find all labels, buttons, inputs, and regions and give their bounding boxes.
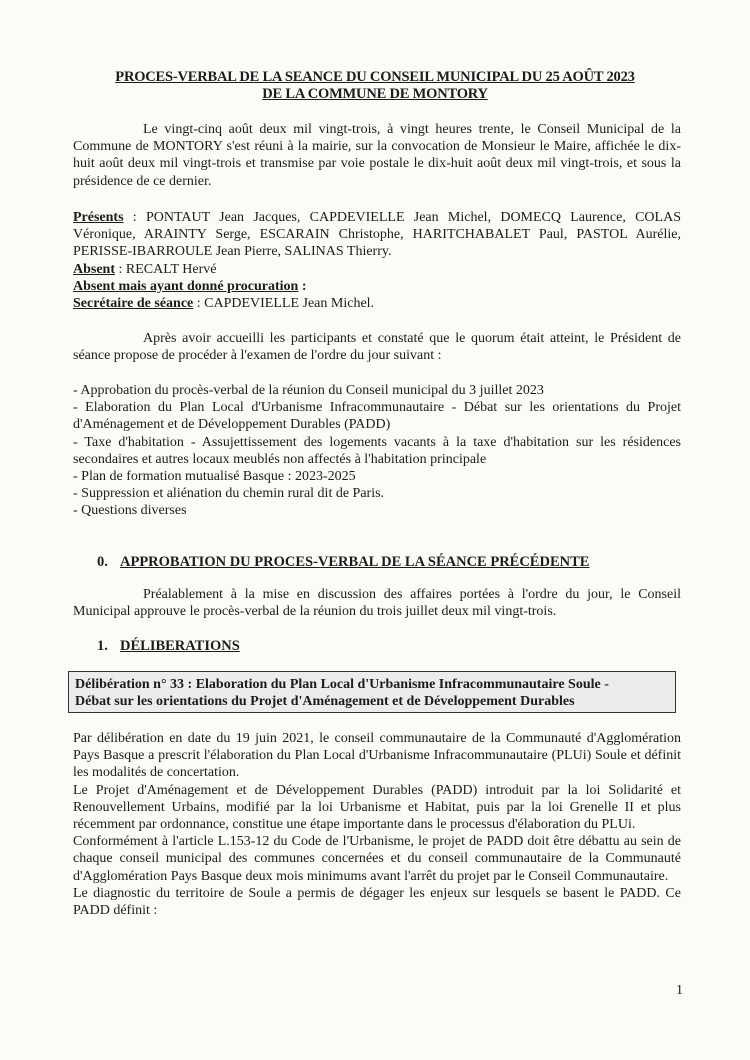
section-1-number: 1. — [97, 638, 108, 654]
page-number: 1 — [676, 983, 683, 998]
deliberation-box — [68, 671, 676, 713]
deliberation-title-line-1: Délibération n° 33 : Elaboration du Plan Local d'Urbanisme Infracommunautaire Soule - — [75, 677, 609, 692]
agenda-item: - Taxe d'habitation - Assujettissement des logements vacants à la taxe d'habitation sur les résidences secondaires et autres locaux meublés non affectés à l'habitation principale — [73, 434, 681, 467]
deliberation-body — [73, 730, 681, 919]
intro-paragraph: Le vingt-cinq août deux mil vingt-trois, à vingt heures trente, le Conseil Municipal de la Commune de MONTORY s'est réuni à la mairie, sur la convocation de Monsieur le Maire, affichée le dix-huit août deux mil vingt-trois et transmise par voie postale le dix-huit août deux mil vingt-trois, et sous la présidence de ce dernier. — [73, 122, 681, 189]
absent-entry — [73, 261, 681, 278]
document-title — [0, 69, 750, 103]
section-0-number: 0. — [97, 554, 108, 570]
title-line-1: PROCES-VERBAL DE LA SEANCE DU CONSEIL MUNICIPAL DU 25 AOÛT 2023 — [115, 69, 635, 85]
section-0-title: APPROBATION DU PROCES-VERBAL DE LA SÉANCE PRÉCÉDENTE — [120, 554, 590, 570]
section-0-text: Préalablement à la mise en discussion des affaires portées à l'ordre du jour, le Conseil Municipal approuve le procès-verbal de la réunion du trois juillet deux mil vingt-trois. — [73, 587, 681, 620]
presents-label: Présents — [73, 210, 124, 225]
attendance-block — [73, 209, 681, 312]
agenda-intro: Après avoir accueilli les participants et constaté que le quorum était atteint, le Président de séance propose de procéder à l'examen de l'ordre du jour suivant : — [73, 331, 681, 364]
deliberation-title-line-2: Débat sur les orientations du Projet d'Aménagement et de Développement Durables — [75, 694, 575, 709]
procuration-label: Absent mais ayant donné procuration — [73, 278, 299, 294]
agenda-item: - Plan de formation mutualisé Basque : 2023-2025 — [73, 469, 356, 485]
title-line-2: DE LA COMMUNE DE MONTORY — [262, 86, 488, 102]
procuration-value: : — [298, 278, 307, 294]
body-paragraph: Le diagnostic du territoire de Soule a permis de dégager les enjeux sur lesquels se basent le PADD. Ce PADD définit : — [73, 885, 681, 919]
agenda-list — [73, 382, 681, 520]
section-1-title: DÉLIBERATIONS — [120, 638, 240, 654]
presents-value: : PONTAUT Jean Jacques, CAPDEVIELLE Jean Michel, DOMECQ Laurence, COLAS Véronique, ARAINTY Serge, ESCARAIN Christophe, HARITCHABALET Paul, PASTOL Aurélie, PERISSE-IBARROULE Jean Pierre, SALINAS Thierry. — [73, 210, 681, 260]
secretaire-label: Secrétaire de séance — [73, 296, 194, 312]
absent-label: Absent — [73, 261, 116, 277]
body-paragraph: Par délibération en date du 19 juin 2021, le conseil communautaire de la Communauté d'Agglomération Pays Basque a prescrit l'élaboration du Plan Local d'Urbanisme Infracommunautaire (PLUi) Soule et définit les modalités de concertation. — [73, 731, 681, 781]
section-1-heading — [97, 638, 240, 655]
agenda-item: - Elaboration du Plan Local d'Urbanisme Infracommunautaire - Débat sur les orientations du Projet d'Aménagement et de Développement Durables (PADD) — [73, 400, 681, 433]
body-paragraph: Conformément à l'article L.153-12 du Code de l'Urbanisme, le projet de PADD doit être débattu au sein de chaque conseil municipal des communes concernées et du conseil communautaire de la Communauté d'Agglomération Pays Basque deux mois minimums avant l'arrêt du projet par le Conseil Communautaire. — [73, 834, 681, 884]
presents-entry — [73, 209, 681, 261]
agenda-item: - Suppression et aliénation du chemin rural dit de Paris. — [73, 486, 385, 502]
secretaire-value: : CAPDEVIELLE Jean Michel. — [193, 296, 375, 312]
procuration-entry — [73, 278, 681, 295]
agenda-item: - Questions diverses — [73, 503, 187, 519]
body-paragraph: Le Projet d'Aménagement et de Développement Durables (PADD) introduit par la loi Solidarité et Renouvellement Urbains, modifié par la loi Urbanisme et Habitat, puis par la loi Grenelle II et plus récemment par ordonnance, constitue une étape importante dans le processus d'élaboration du PLUi. — [73, 782, 681, 833]
absent-value: : RECALT Hervé — [115, 261, 217, 277]
secretaire-entry — [73, 295, 681, 312]
agenda-item: - Approbation du procès-verbal de la réunion du Conseil municipal du 3 juillet 2023 — [73, 383, 544, 398]
section-0-heading — [97, 554, 589, 571]
